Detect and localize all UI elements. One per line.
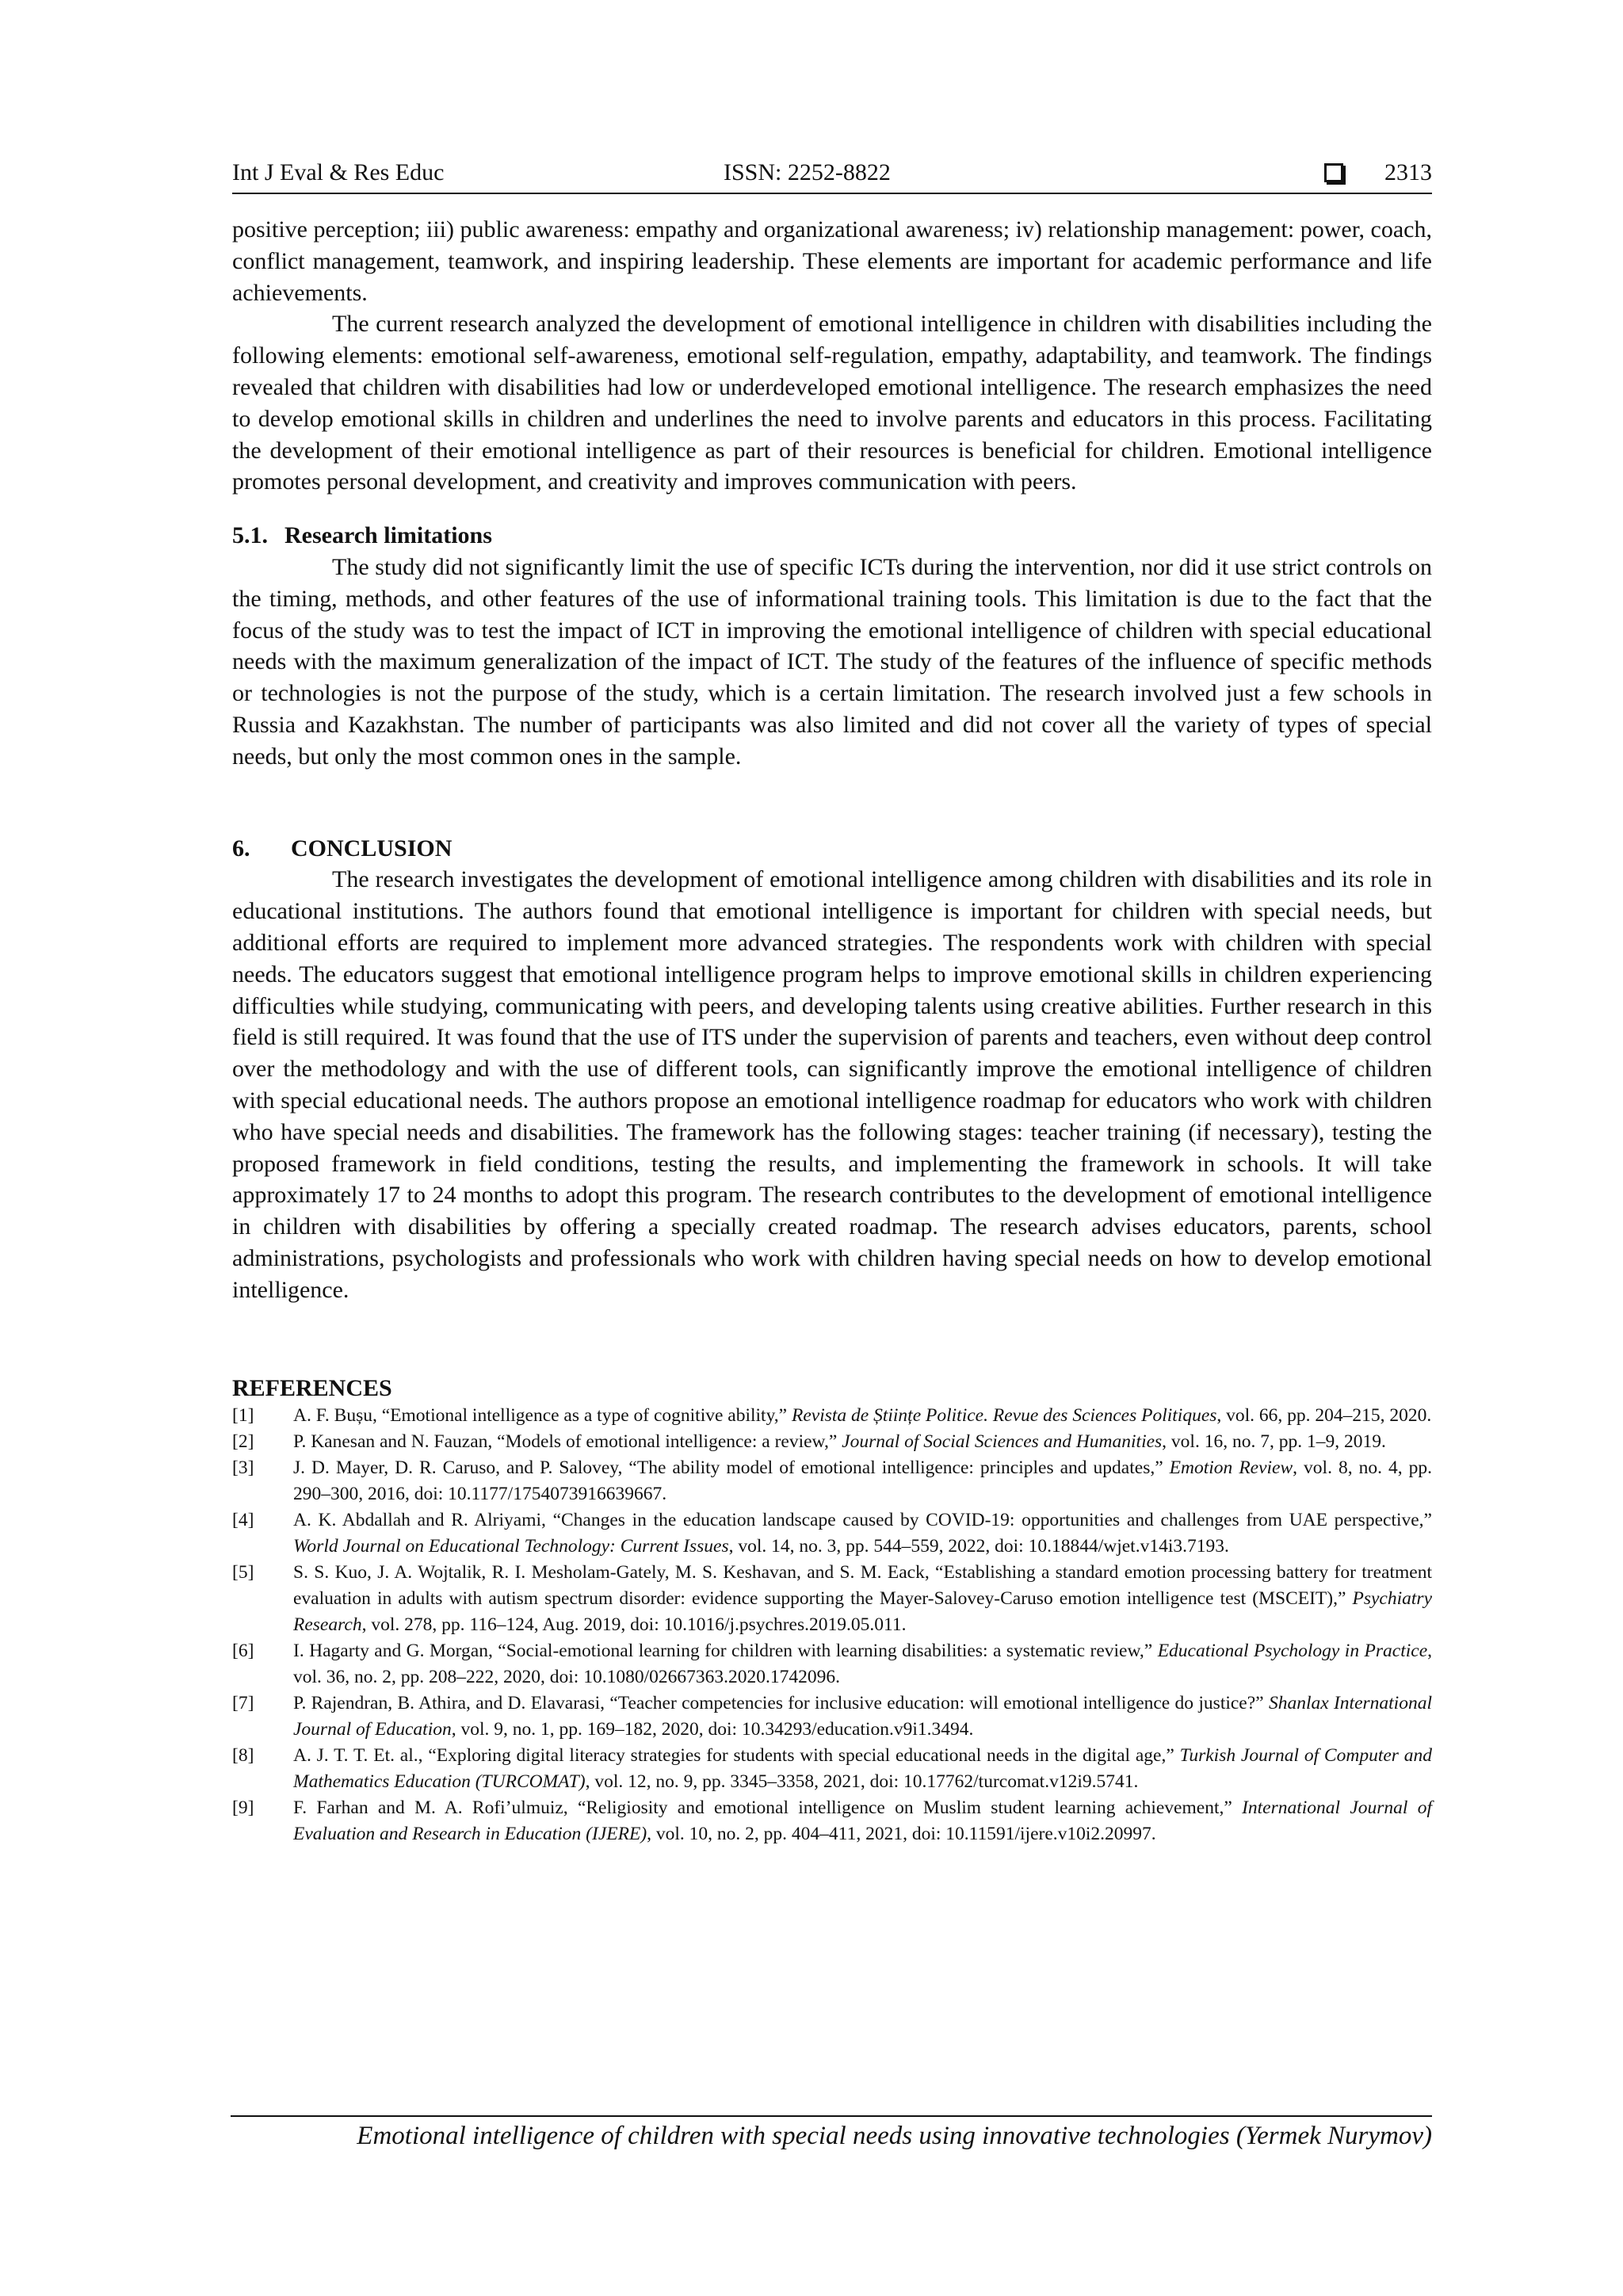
reference-venue: Journal of Social Sciences and Humanities <box>842 1431 1163 1452</box>
reference-number: [5] <box>232 1561 254 1583</box>
reference-number: [8] <box>232 1744 254 1766</box>
section-heading <box>232 833 1432 865</box>
section-title: CONCLUSION <box>291 835 453 861</box>
reference-number: [4] <box>232 1509 254 1530</box>
paragraph-conclusion: The research investigates the development of emotional intelligence among children with disabilities and its role in educational institutions. The authors found that emotional intelligence is important for children with special needs, but additional efforts are required to implement more advanced strategies. The respondents work with children with special needs. The educators suggest that emotional intelligence program helps to improve emotional skills in children experiencing difficulties while studying, communicating with peers, and developing talents using creative abilities. Further research in this field is still required. It was found that the use of ITS under the supervision of parents and teachers, even without deep control over the methodology and with the use of different tools, can significantly improve the emotional intelligence of children with special educational needs. The authors propose an emotional intelligence roadmap for educators who work with children who have special needs and disabilities. The framework has the following stages: teacher training (if necessary), testing the proposed framework in field conditions, testing the results, and implementing the framework in schools. It will take approximately 17 to 24 months to adopt this program. The research contributes to the development of emotional intelligence in children with disabilities by offering a specially created roadmap. The research advises educators, parents, school administrations, psychologists and professionals who work with children having special needs on how to develop emotional intelligence. <box>232 866 1432 1303</box>
references-heading: REFERENCES <box>232 1374 392 1401</box>
reference-venue: World Journal on Educational Technology: Current Issues <box>293 1535 729 1557</box>
reference-item <box>232 1403 1432 1429</box>
running-footer: Emotional intelligence of children with special needs using innovative technologies (Yermek Nurymov) <box>357 2122 1432 2150</box>
reference-text: S. S. Kuo, J. A. Wojtalik, R. I. Mesholam-Gately, M. S. Keshavan, and S. M. Eack, “Establishing a standard emotion processing battery for treatment evaluation in adults with autism spectrum disorder: evidence supporting the Mayer-Salovey-Caruso emotion intelligence test (MSCEIT),” Psychiatry Research, vol. 278, pp. 116–124, Aug. 2019, doi: 10.1016/j.psychres.2019.05.011. <box>293 1561 1432 1635</box>
running-header <box>232 155 1432 190</box>
paragraph-summary: The current research analyzed the development of emotional intelligence in children with disabilities including the following elements: emotional self-awareness, emotional self-regulation, empathy, adaptability, and teamwork. The findings revealed that children with disabilities had low or underdeveloped emotional intelligence. The research emphasizes the need to develop emotional skills in children and underlines the need to involve parents and educators in this process. Facilitating the development of their emotional intelligence as part of their resources is beneficial for children. Emotional intelligence promotes personal development, and creativity and improves communication with peers. <box>232 311 1432 495</box>
reference-item <box>232 1455 1432 1507</box>
reference-venue: Emotion Review <box>1169 1457 1293 1478</box>
footer-rule <box>231 2115 1432 2117</box>
reference-number: [3] <box>232 1457 254 1478</box>
reference-text: P. Kanesan and N. Fauzan, “Models of emotional intelligence: a review,” Journal of Social Sciences and Humanities, vol. 16, no. 7, pp. 1–9, 2019. <box>293 1431 1386 1452</box>
reference-text: A. J. T. T. Et. al., “Exploring digital literacy strategies for students with special educational needs in the digital age,” Turkish Journal of Computer and Mathematics Education (TURCOMAT), vol. 12, no. 9, pp. 3345–3358, 2021, doi: 10.17762/turcomat.v12i9.5741. <box>293 1744 1432 1792</box>
reference-number: [9] <box>232 1797 254 1818</box>
reference-text: F. Farhan and M. A. Rofi’ulmuiz, “Religiosity and emotional intelligence on Muslim student learning achievement,” International Journal of Evaluation and Research in Education (IJERE), vol. 10, no. 2, pp. 404–411, 2021, doi: 10.11591/ijere.v10i2.20997. <box>293 1797 1433 1844</box>
reference-number: [7] <box>232 1692 254 1713</box>
paragraph-continuation: positive perception; iii) public awareness: empathy and organizational awareness; iv) relationship management: power, coach, conflict management, teamwork, and inspiring leadership. These elements are important for academic performance and life achievements. <box>232 216 1432 306</box>
paragraph-limitations: The study did not significantly limit the use of specific ICTs during the intervention, nor did it use strict controls on the timing, methods, and other features of the use of informational training tools. This limitation is due to the fact that the focus of the study was to test the impact of ICT in improving the emotional intelligence of children with special educational needs with the maximum generalization of the impact of ICT. The study of the features of the influence of specific methods or technologies is not the purpose of the study, which is a certain limitation. The research involved just a few schools in Russia and Kazakhstan. The number of participants was also limited and did not cover all the variety of types of special needs, but only the most common ones in the sample. <box>232 553 1432 770</box>
reference-text: P. Rajendran, B. Athira, and D. Elavarasi, “Teacher competencies for inclusive education: will emotional intelligence do justice?” Shanlax International Journal of Education, vol. 9, no. 1, pp. 169–182, 2020, doi: 10.34293/education.v9i1.3494. <box>293 1692 1432 1740</box>
reference-venue: Psychiatry Research <box>293 1587 1432 1635</box>
reference-venue: Educational Psychology in Practice <box>1157 1640 1428 1661</box>
reference-text: A. F. Bușu, “Emotional intelligence as a type of cognitive ability,” Revista de Științe Politice. Revue des Sciences Politiques, vol. 66, pp. 204–215, 2020. <box>293 1404 1432 1426</box>
reference-item <box>232 1795 1432 1847</box>
references-list <box>232 1403 1432 1847</box>
subsection-title: Research limitations <box>285 522 492 549</box>
subsection-number: 5.1. <box>232 522 268 549</box>
article-body <box>232 214 1432 1847</box>
reference-text: A. K. Abdallah and R. Alriyami, “Changes in the education landscape caused by COVID-19: opportunities and challenges from UAE perspective,” World Journal on Educational Technology: Current Issues, vol. 14, no. 3, pp. 544–559, 2022, doi: 10.18844/wjet.v14i3.7193. <box>293 1509 1432 1557</box>
reference-venue: Shanlax International Journal of Education <box>293 1692 1432 1740</box>
reference-venue: Turkish Journal of Computer and Mathematics Education (TURCOMAT) <box>293 1744 1432 1792</box>
reference-item <box>232 1507 1432 1560</box>
reference-text: I. Hagarty and G. Morgan, “Social-emotional learning for children with learning disabilities: a systematic review,” Educational Psychology in Practice, vol. 36, no. 2, pp. 208–222, 2020, doi: 10.1080/02667363.2020.1742096. <box>293 1640 1432 1687</box>
reference-venue: International Journal of Evaluation and Research in Education (IJERE) <box>293 1797 1433 1844</box>
reference-text: J. D. Mayer, D. R. Caruso, and P. Salovey, “The ability model of emotional intelligence: principles and updates,” Emotion Review, vol. 8, no. 4, pp. 290–300, 2016, doi: 10.1177/1754073916639667. <box>293 1457 1433 1504</box>
reference-number: [6] <box>232 1640 254 1661</box>
reference-item <box>232 1560 1432 1638</box>
reference-item <box>232 1743 1432 1795</box>
section-number: 6. <box>232 835 250 861</box>
reference-item <box>232 1429 1432 1455</box>
square-box-icon <box>1324 163 1343 182</box>
subsection-heading <box>232 520 1432 552</box>
reference-number: [2] <box>232 1431 254 1452</box>
journal-abbreviation: Int J Eval & Res Educ <box>232 159 445 185</box>
reference-number: [1] <box>232 1404 254 1426</box>
page-number: 2313 <box>1384 159 1432 185</box>
issn: ISSN: 2252-8822 <box>724 159 891 185</box>
reference-item <box>232 1690 1432 1743</box>
header-rule <box>232 193 1432 194</box>
reference-item <box>232 1638 1432 1690</box>
reference-venue: Revista de Științe Politice. Revue des Sciences Politiques <box>792 1404 1217 1426</box>
